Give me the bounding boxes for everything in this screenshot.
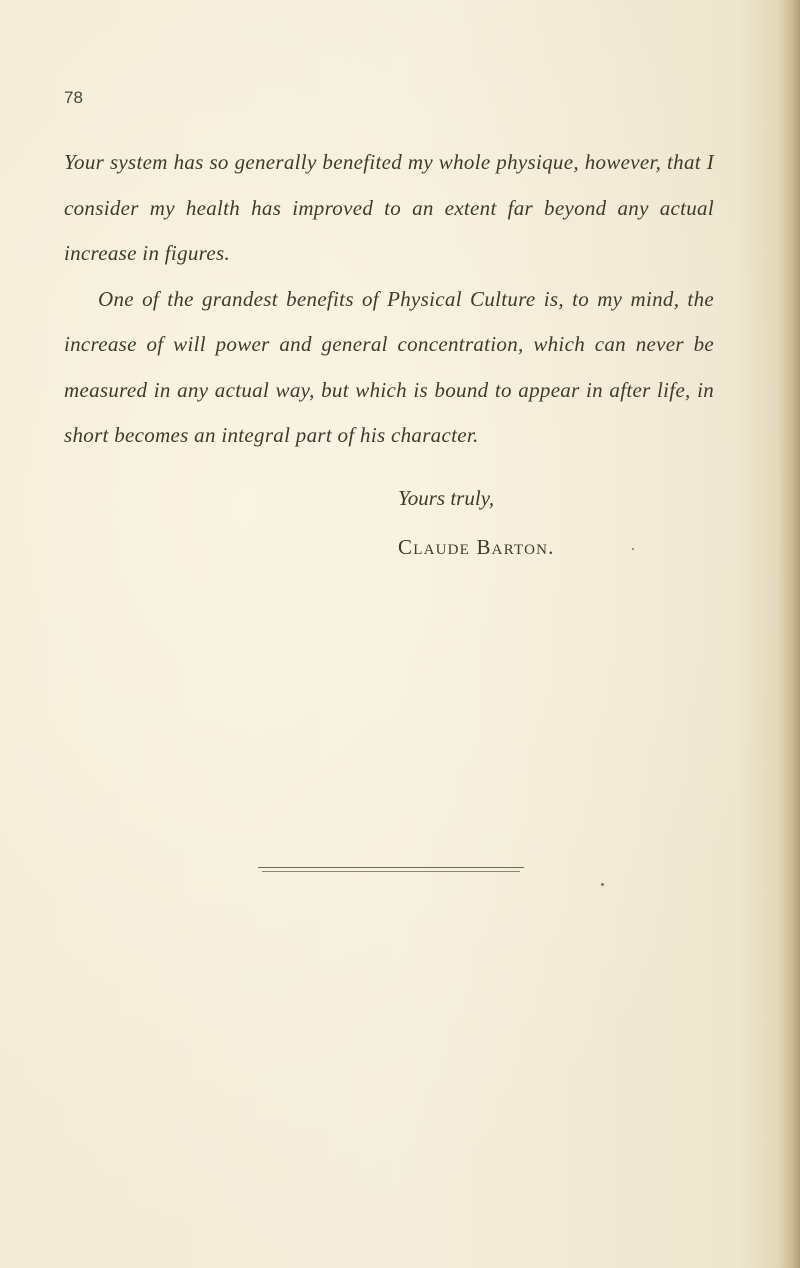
ink-speck xyxy=(632,548,634,550)
paragraph-1: Your system has so generally benefited my whole physique, however, that I consider my health has improved to an extent far beyond any actual increase in figures. xyxy=(64,150,714,265)
ink-speck xyxy=(601,883,604,886)
divider-rule-lower xyxy=(262,871,520,872)
page-number: 78 xyxy=(64,88,83,107)
page-edge-shadow xyxy=(778,0,800,1268)
letter-body xyxy=(64,140,714,459)
divider-rule xyxy=(258,867,524,868)
paragraph-2: One of the grandest benefits of Physical Culture is, to my mind, the increase of will power and general concentration, which can never be measured in any actual way, but which is bound to appear in after life, in short becomes an integral part of his character. xyxy=(64,286,714,447)
letter-signature: Claude Barton. xyxy=(398,535,555,559)
letter-closing: Yours truly, xyxy=(398,486,495,510)
